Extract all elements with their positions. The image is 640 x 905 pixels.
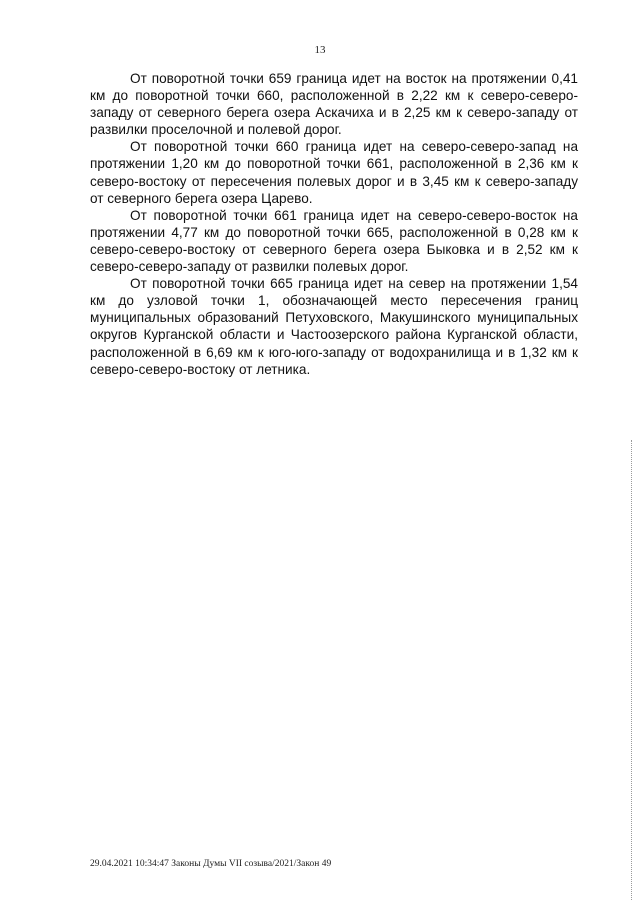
footer-stamp: 29.04.2021 10:34:47 Законы Думы VII созыва/2021/Закон 49 — [90, 859, 332, 869]
paragraph: От поворотной точки 659 граница идет на восток на протяжении 0,41 км до поворотной точки 660, расположенной в 2,22 км к северо-северо-западу от северного берега озера Аскачиха и в 2,25 км к северо-западу от развилки проселочной и полевой дорог. — [90, 71, 578, 138]
scan-margin-mark — [630, 440, 632, 900]
document-body — [90, 70, 578, 378]
paragraph: От поворотной точки 661 граница идет на северо-северо-восток на протяжении 4,77 км до поворотной точки 665, расположенной в 0,28 км к северо-северо-востоку от северного берега озера Быковка и в 2,52 км к северо-северо-западу от развилки полевых дорог. — [90, 207, 578, 275]
paragraph: От поворотной точки 660 граница идет на северо-северо-запад на протяжении 1,20 км до поворотной точки 661, расположенной в 2,36 км к северо-востоку от пересечения полевых дорог и в 3,45 км к северо-западу от северного берега озера Царево. — [90, 139, 578, 206]
paragraph: От поворотной точки 665 граница идет на север на протяжении 1,54 км до узловой точки 1, обозначающей место пересечения границ муниципальных образований Петуховского, Макушинского муниципальных округов Курганской области и Частоозерского района Курганской области, расположенной в 6,69 км к юго-юго-западу от водохранилища и в 1,32 км к северо-северо-востоку от летника. — [90, 276, 578, 377]
page-number: 13 — [314, 44, 326, 56]
